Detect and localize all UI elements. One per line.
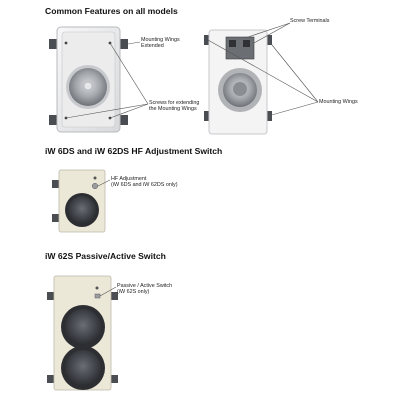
pa-wing-bottom-left <box>47 375 54 383</box>
hf-adjustment-switch <box>92 183 98 189</box>
screw-top-left <box>65 42 68 45</box>
rear-magnet-core <box>233 82 247 96</box>
callout-hf-adjustment: HF Adjustment (iW 6DS and iW 62DS only) <box>111 176 178 189</box>
pa-woofer-top-cone <box>65 309 101 345</box>
callout-screws-extending: Screws for extending the Mounting Wings <box>149 100 200 113</box>
pa-woofer-bottom-cone <box>65 350 101 386</box>
rear-speaker <box>204 30 272 134</box>
callout-mounting-wings-extended: Mounting Wings Extended <box>141 37 180 50</box>
mounting-wing-top-left <box>49 39 57 49</box>
mounting-wing-bottom-left <box>49 115 57 125</box>
pa-wing-top-left <box>47 292 54 300</box>
callout-mounting-wings: Mounting Wings <box>319 99 358 105</box>
hf-screw-top <box>94 177 97 180</box>
passive-active-switch <box>95 294 100 298</box>
pa-wing-bottom-right <box>111 375 118 383</box>
section-heading-common-features: Common Features on all models <box>45 6 178 16</box>
hf-wing-bottom-left <box>52 214 59 222</box>
screw-terminal-right <box>243 40 250 47</box>
pa-screw-top <box>96 287 99 290</box>
hf-woofer-cone <box>68 196 96 224</box>
section-heading-passive-active: iW 62S Passive/Active Switch <box>45 251 166 261</box>
section-heading-hf-adjustment: iW 6DS and iW 62DS HF Adjustment Switch <box>45 146 223 156</box>
callout-screw-terminals: Screw Terminals <box>290 18 330 24</box>
callout-passive-active-switch: Passive / Active Switch (iW 62S only) <box>117 283 173 296</box>
passive-active-speaker <box>47 276 118 390</box>
hf-speaker <box>52 170 105 232</box>
mounting-wing-bottom-right <box>120 115 128 125</box>
screw-terminal-left <box>229 40 236 47</box>
front-speaker <box>49 27 128 132</box>
mounting-wing-top-right <box>120 39 128 49</box>
hf-wing-top-left <box>52 180 59 188</box>
woofer-dust-cap <box>84 82 92 90</box>
